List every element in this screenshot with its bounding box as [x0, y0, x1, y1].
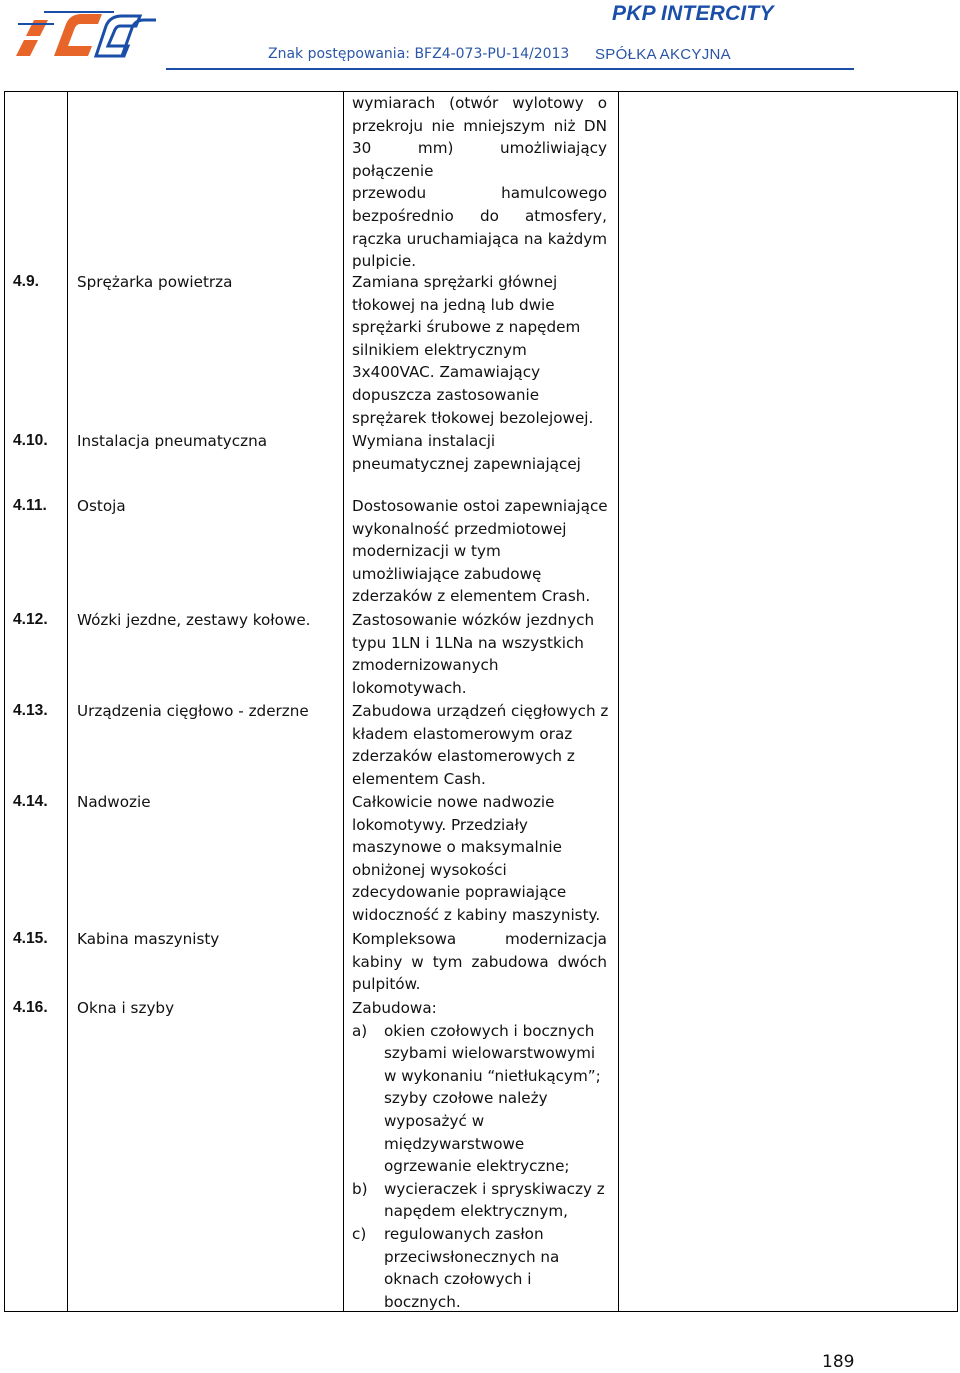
list-item: b) wycieraczek i spryskiwaczy z napędem elektrycznym, — [352, 1179, 605, 1221]
row-description: Zamiana sprężarki głównej tłokowej na jedną lub dwie sprężarki śrubowe z napędem silnikiem elektrycznym 3x400VAC. Zamawiający dopuszcza zastosowanie sprężarek tłokowej bezolejowej. — [352, 273, 594, 427]
row-number: 4.11. — [13, 497, 47, 514]
list-item: c) regulowanych zasłon przeciwsłonecznych na oknach czołowych i bocznych. — [352, 1224, 560, 1311]
column-divider — [67, 91, 68, 1312]
header-divider — [166, 68, 854, 70]
row-name: Ostoja — [77, 497, 126, 515]
intercity-logo — [14, 4, 159, 58]
row-number: 4.9. — [13, 273, 40, 290]
row-description: Dostosowanie ostoi zapewniające wykonalność przedmiotowej modernizacji w tym umożliwiające zabudowę zderzaków z elementem Crash. — [352, 497, 608, 606]
column-divider — [343, 91, 344, 1312]
list-label: c) — [352, 1224, 367, 1243]
continuation-text: wymiarach (otwór wylotowy o przekroju nie mniejszym niż DN 30 mm) umożliwiający połączenie przewodu hamulcowego bezpośrednio do atmosfery, rączka uruchamiająca na każdym pulpicie. — [352, 94, 607, 271]
row-description — [352, 997, 607, 1313]
list-item: a) okien czołowych i bocznych szybami wielowarstwowymi w wykonaniu “nietłukącym”; szyby czołowe należy wyposażyć w międzywarstwowe ogrzewanie elektryczne; — [352, 1021, 601, 1176]
page-number: 189 — [822, 1352, 855, 1372]
row-description: Kompleksowa modernizacja kabiny w tym zabudowa dwóch pulpitów. — [352, 930, 607, 994]
row-name: Instalacja pneumatyczna — [77, 432, 268, 450]
row-name: Sprężarka powietrza — [77, 273, 233, 291]
row-number: 4.10. — [13, 432, 48, 449]
row-name: Urządzenia cięgłowo - zderzne — [77, 702, 309, 720]
row-number: 4.13. — [13, 702, 48, 719]
row-name: Nadwozie — [77, 793, 151, 811]
procedure-reference: Znak postępowania: BFZ4-073-PU-14/2013 — [268, 46, 570, 62]
row-name: Okna i szyby — [77, 999, 175, 1017]
row-description: Zastosowanie wózków jezdnych typu 1LN i 1LNa na wszystkich zmodernizowanych lokomotywach. — [352, 611, 595, 697]
row-name: Wózki jezdne, zestawy kołowe. — [77, 611, 311, 629]
list-intro: Zabudowa: — [352, 999, 437, 1017]
list-label: b) — [352, 1179, 368, 1198]
column-divider — [618, 91, 619, 1312]
list-label: a) — [352, 1021, 368, 1040]
row-description: Wymiana instalacji pneumatycznej zapewniającej — [352, 432, 581, 473]
row-number: 4.15. — [13, 930, 48, 947]
brand-name: PKP INTERCITY — [612, 2, 774, 25]
row-name: Kabina maszynisty — [77, 930, 220, 948]
row-description: Zabudowa urządzeń cięgłowych z kładem elastomerowym oraz zderzaków elastomerowych z elementem Cash. — [352, 702, 609, 788]
company-type: SPÓŁKA AKCYJNA — [595, 46, 731, 63]
row-number: 4.14. — [13, 793, 48, 810]
row-number: 4.12. — [13, 611, 48, 628]
row-number: 4.16. — [13, 999, 48, 1016]
row-description: Całkowicie nowe nadwozie lokomotywy. Przedziały maszynowe o maksymalnie obniżonej wysokości zdecydowanie poprawiające widoczność z kabiny maszynisty. — [352, 793, 601, 924]
